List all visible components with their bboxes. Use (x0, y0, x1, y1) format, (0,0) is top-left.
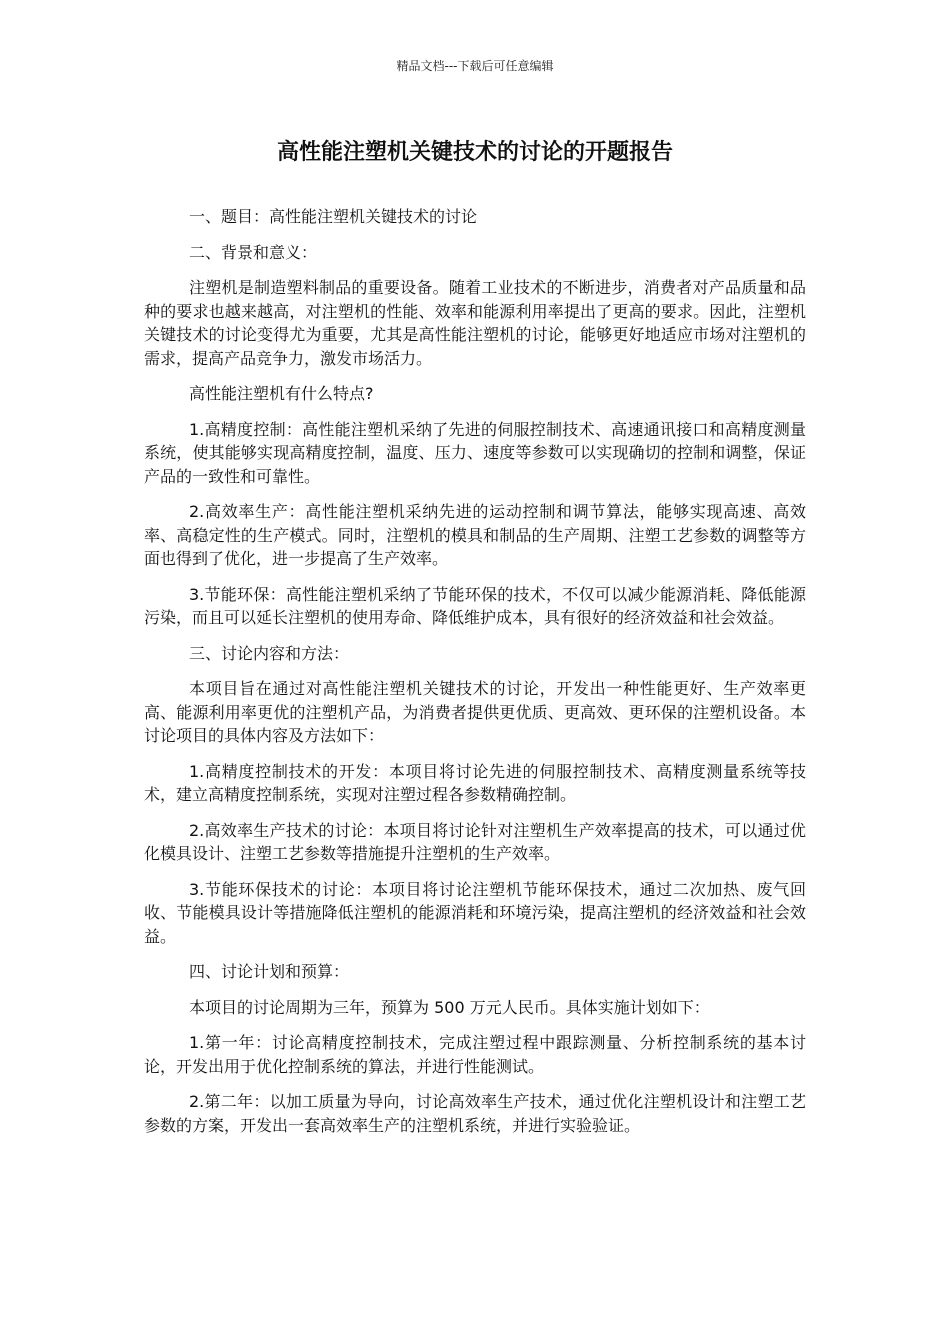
paragraph-plan-year-one: 1.第一年：讨论高精度控制技术，完成注塑过程中跟踪测量、分析控制系统的基本讨论，开发出用于优化控制系统的算法，并进行性能测试。 (144, 1033, 806, 1076)
paragraph-method-energy: 3.节能环保技术的讨论：本项目将讨论注塑机节能环保技术，通过二次加热、废气回收、节能模具设计等措施降低注塑机的能源消耗和环境污染，提高注塑机的经济效益和社会效益。 (144, 879, 806, 946)
paragraph-plan-year-two: 2.第二年：以加工质量为导向，讨论高效率生产技术，通过优化注塑机设计和注塑工艺参数的方案，开发出一套高效率生产的注塑机系统，并进行实验验证。 (144, 1092, 806, 1135)
paragraph-features-question: 高性能注塑机有什么特点? (189, 384, 374, 403)
paragraph-method-precision: 1.高精度控制技术的开发：本项目将讨论先进的伺服控制技术、高精度测量系统等技术，建立高精度控制系统，实现对注塑过程各参数精确控制。 (144, 761, 806, 804)
section-heading-content-methods: 三、讨论内容和方法： (189, 643, 350, 663)
paragraph-background: 注塑机是制造塑料制品的重要设备。随着工业技术的不断进步，消费者对产品质量和品种的要求也越来越高，对注塑机的性能、效率和能源利用率提出了更高的要求。因此，注塑机关键技术的讨论变得尤为重要，尤其是高性能注塑机的讨论，能够更好地适应市场对注塑机的需求，提高产品竞争力，激发市场活力。 (144, 278, 806, 368)
section-heading-topic: 一、题目：高性能注塑机关键技术的讨论 (189, 207, 478, 226)
section-heading-background: 二、背景和意义： (189, 242, 318, 262)
document-body (144, 205, 806, 1149)
paragraph-feature-precision: 1.高精度控制：高性能注塑机采纳了先进的伺服控制技术、高速通讯接口和高精度测量系统，使其能够实现高精度控制，温度、压力、速度等参数可以实现确切的控制和调整，保证产品的一致性和可靠性。 (144, 419, 806, 486)
document-title: 高性能注塑机关键技术的讨论的开题报告 (276, 140, 673, 165)
section-heading-plan-budget: 四、讨论计划和预算： (189, 962, 350, 981)
paragraph-project-aim: 本项目旨在通过对高性能注塑机关键技术的讨论，开发出一种性能更好、生产效率更高、能源利用率更优的注塑机产品，为消费者提供更优质、更高效、更环保的注塑机设备。本讨论项目的具体内容及方法如下： (144, 679, 806, 745)
paragraph-feature-efficiency: 2.高效率生产：高性能注塑机采纳先进的运动控制和调节算法，能够实现高速、高效率、高稳定性的生产模式。同时，注塑机的模具和制品的生产周期、注塑工艺参数的调整等方面也得到了优化，进一步提高了生产效率。 (144, 502, 806, 568)
paragraph-plan-overview: 本项目的讨论周期为三年，预算为 500 万元人民币。具体实施计划如下： (189, 997, 710, 1017)
header-note: 精品文档---下载后可任意编辑 (396, 59, 554, 73)
paragraph-feature-energy: 3.节能环保：高性能注塑机采纳了节能环保的技术，不仅可以减少能源消耗、降低能源污染，而且可以延长注塑机的使用寿命、降低维护成本，具有很好的经济效益和社会效益。 (144, 584, 806, 627)
paragraph-method-efficiency: 2.高效率生产技术的讨论：本项目将讨论针对注塑机生产效率提高的技术，可以通过优化模具设计、注塑工艺参数等措施提升注塑机的生产效率。 (144, 820, 806, 863)
